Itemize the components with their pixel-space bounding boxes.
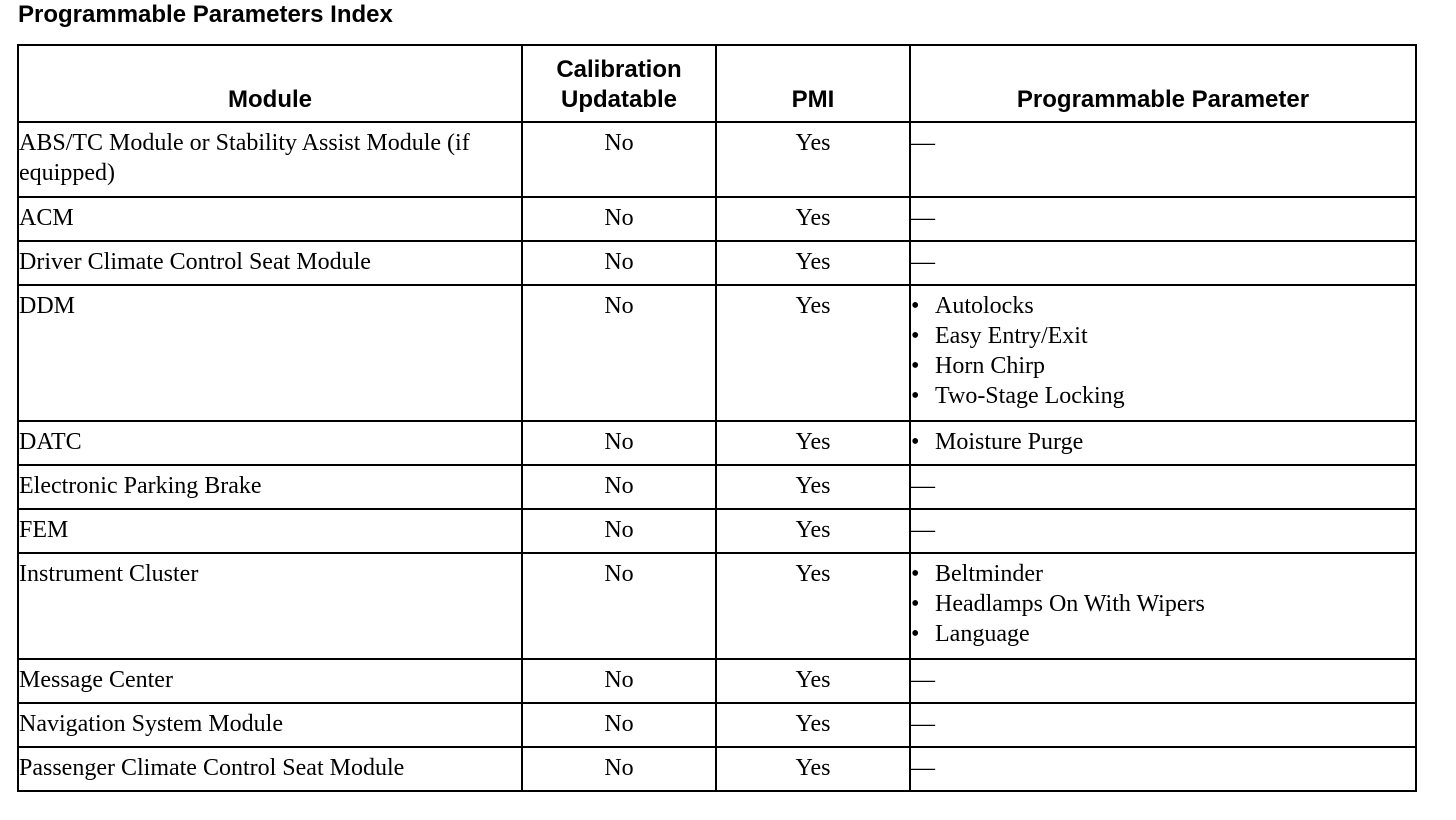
pmi-cell: Yes bbox=[716, 659, 910, 703]
table-row bbox=[18, 659, 1416, 703]
column-header-programmable-parameter: Programmable Parameter bbox=[910, 45, 1416, 122]
column-header-calibration-updatable: Calibration Updatable bbox=[522, 45, 716, 122]
no-parameter-dash: — bbox=[911, 517, 935, 543]
module-cell: DATC bbox=[18, 421, 522, 465]
parameter-list-item: • Beltminder bbox=[911, 559, 1415, 589]
parameter-list-item: • Easy Entry/Exit bbox=[911, 321, 1415, 351]
pmi-cell: Yes bbox=[716, 122, 910, 197]
programmable-parameter-cell bbox=[910, 659, 1416, 703]
programmable-parameter-cell bbox=[910, 747, 1416, 791]
calibration-updatable-cell: No bbox=[522, 747, 716, 791]
calibration-updatable-cell: No bbox=[522, 553, 716, 659]
programmable-parameter-cell bbox=[910, 553, 1416, 659]
calibration-updatable-cell: No bbox=[522, 421, 716, 465]
calibration-updatable-cell: No bbox=[522, 509, 716, 553]
parameter-list bbox=[911, 559, 1415, 649]
module-cell: Driver Climate Control Seat Module bbox=[18, 241, 522, 285]
table-row bbox=[18, 509, 1416, 553]
pmi-cell: Yes bbox=[716, 285, 910, 421]
parameter-list bbox=[911, 427, 1415, 457]
module-cell: Message Center bbox=[18, 659, 522, 703]
parameters-table bbox=[17, 44, 1417, 792]
column-header-module: Module bbox=[18, 45, 522, 122]
no-parameter-dash: — bbox=[911, 249, 935, 275]
calibration-updatable-cell: No bbox=[522, 241, 716, 285]
parameter-list-item: • Language bbox=[911, 619, 1415, 649]
parameter-list-item: • Horn Chirp bbox=[911, 351, 1415, 381]
column-header-pmi: PMI bbox=[716, 45, 910, 122]
programmable-parameter-cell bbox=[910, 122, 1416, 197]
module-cell: Electronic Parking Brake bbox=[18, 465, 522, 509]
calibration-updatable-cell: No bbox=[522, 197, 716, 241]
module-cell: Instrument Cluster bbox=[18, 553, 522, 659]
programmable-parameter-cell bbox=[910, 285, 1416, 421]
parameter-list bbox=[911, 291, 1415, 411]
table-row bbox=[18, 122, 1416, 197]
calibration-updatable-cell: No bbox=[522, 285, 716, 421]
programmable-parameter-cell bbox=[910, 703, 1416, 747]
table-row bbox=[18, 285, 1416, 421]
calibration-updatable-cell: No bbox=[522, 465, 716, 509]
table-row bbox=[18, 421, 1416, 465]
programmable-parameter-cell bbox=[910, 465, 1416, 509]
module-cell: ACM bbox=[18, 197, 522, 241]
pmi-cell: Yes bbox=[716, 509, 910, 553]
page-title: Programmable Parameters Index bbox=[18, 1, 393, 28]
module-cell: DDM bbox=[18, 285, 522, 421]
pmi-cell: Yes bbox=[716, 703, 910, 747]
calibration-updatable-cell: No bbox=[522, 703, 716, 747]
no-parameter-dash: — bbox=[911, 711, 935, 737]
programmable-parameter-cell bbox=[910, 241, 1416, 285]
table-header-row bbox=[18, 45, 1416, 122]
pmi-cell: Yes bbox=[716, 465, 910, 509]
programmable-parameter-cell bbox=[910, 197, 1416, 241]
pmi-cell: Yes bbox=[716, 241, 910, 285]
pmi-cell: Yes bbox=[716, 197, 910, 241]
pmi-cell: Yes bbox=[716, 421, 910, 465]
calibration-updatable-cell: No bbox=[522, 659, 716, 703]
parameter-list-item: • Headlamps On With Wipers bbox=[911, 589, 1415, 619]
pmi-cell: Yes bbox=[716, 747, 910, 791]
no-parameter-dash: — bbox=[911, 667, 935, 693]
parameter-list-item: • Autolocks bbox=[911, 291, 1415, 321]
table-row bbox=[18, 197, 1416, 241]
pmi-cell: Yes bbox=[716, 553, 910, 659]
table-row bbox=[18, 703, 1416, 747]
calibration-updatable-cell: No bbox=[522, 122, 716, 197]
module-cell: ABS/TC Module or Stability Assist Module (if equipped) bbox=[18, 122, 522, 197]
programmable-parameter-cell bbox=[910, 509, 1416, 553]
no-parameter-dash: — bbox=[911, 473, 935, 499]
no-parameter-dash: — bbox=[911, 130, 935, 156]
parameter-list-item: • Two-Stage Locking bbox=[911, 381, 1415, 411]
programmable-parameter-cell bbox=[910, 421, 1416, 465]
table-row bbox=[18, 747, 1416, 791]
no-parameter-dash: — bbox=[911, 205, 935, 231]
no-parameter-dash: — bbox=[911, 755, 935, 781]
table-row bbox=[18, 465, 1416, 509]
table-body bbox=[18, 122, 1416, 791]
module-cell: Passenger Climate Control Seat Module bbox=[18, 747, 522, 791]
table-row bbox=[18, 553, 1416, 659]
parameter-list-item: • Moisture Purge bbox=[911, 427, 1415, 457]
module-cell: Navigation System Module bbox=[18, 703, 522, 747]
module-cell: FEM bbox=[18, 509, 522, 553]
table-row bbox=[18, 241, 1416, 285]
